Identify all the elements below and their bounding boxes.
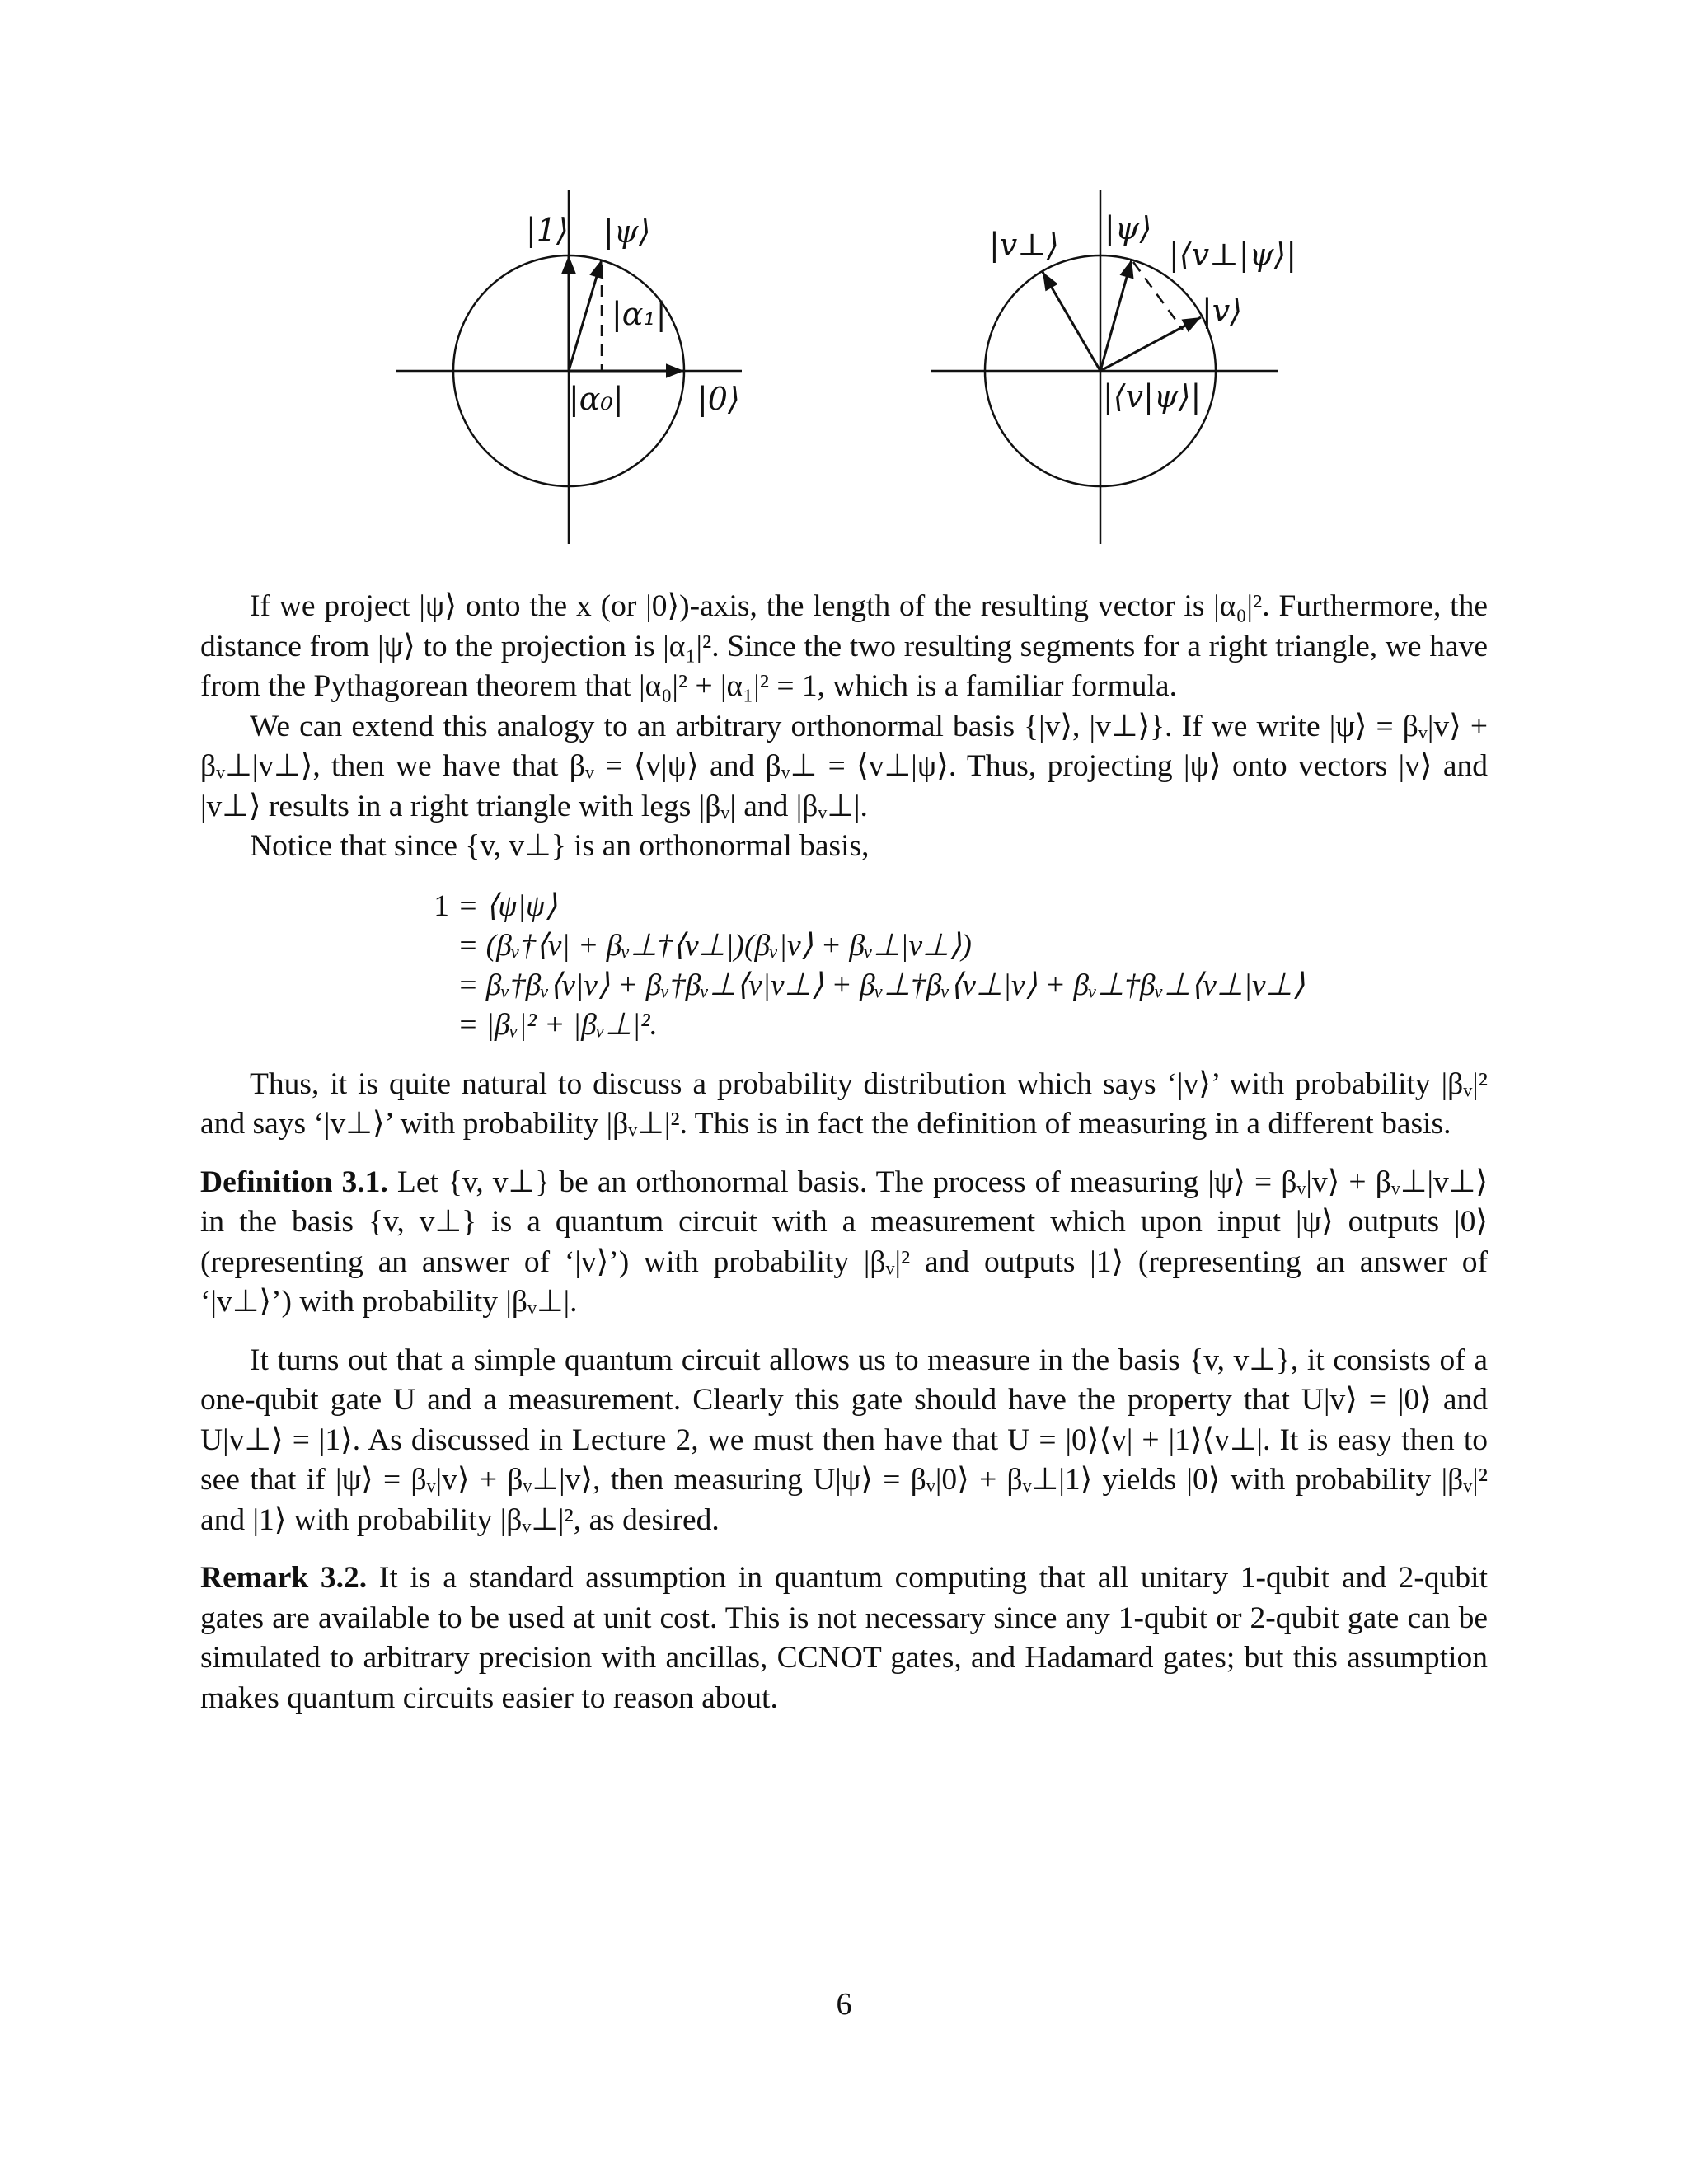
paragraph-probability: Thus, it is quite natural to discuss a probability distribution which says ‘|v⟩’ with probability |βᵥ|² and says ‘|v⊥⟩’ with probability |βᵥ⊥|². This is in fact the definition of measuring in a different basis.: [200, 1066, 1488, 1141]
label-ket0: |0⟩: [697, 381, 740, 417]
remark-3-2: [200, 1558, 1488, 1718]
equation-rhs: = βᵥ†βᵥ⟨v|v⟩ + βᵥ†βᵥ⊥⟨v|v⊥⟩ + βᵥ⊥†βᵥ⟨v⊥|v⟩ + βᵥ⊥†βᵥ⊥⟨v⊥|v⊥⟩: [457, 968, 1305, 1002]
body-text: [200, 587, 1488, 1718]
label-alpha1: |α₁|: [612, 296, 667, 332]
label-v-psi: |⟨v|ψ⟩|: [1103, 378, 1202, 415]
paragraph-arbitrary-basis: We can extend this analogy to an arbitrary orthonormal basis {|v⟩, |v⊥⟩}. If we write |ψ⟩ = βᵥ|v⟩ + βᵥ⊥|v⊥⟩, then we have that βᵥ = ⟨v|ψ⟩ and βᵥ⊥ = ⟨v⊥|ψ⟩. Thus, projecting |ψ⟩ onto vectors |v⟩ and |v⊥⟩ results in a right triangle with legs |βᵥ| and |βᵥ⊥|.: [200, 709, 1488, 823]
paragraph-projection: If we project |ψ⟩ onto the x (or |0⟩)-axis, the length of the resulting vector is |α₀|². Furthermore, the distance from |ψ⟩ to the projection is |α₁|². Since the two resulting segments for a right triangle, we have from the Pythagorean theorem that |α₀|² + |α₁|² = 1, which is a familiar formula.: [200, 589, 1488, 703]
figure-arbitrary-basis: [907, 165, 1302, 569]
normalization-equation: [398, 887, 1488, 1045]
figure-computational-basis: [371, 165, 767, 569]
equation-line: [398, 887, 1488, 926]
vperp-arrow: [1043, 272, 1100, 371]
paragraph-orthonormal-note: Notice that since {v, v⊥} is an orthonormal basis,: [250, 829, 870, 863]
unit-circle-diagram-left: [371, 165, 767, 569]
label-vperp: |v⊥⟩: [989, 227, 1059, 263]
label-ket1: |1⟩: [526, 212, 569, 248]
equation-line: [398, 926, 1488, 966]
definition-label: Definition 3.1.: [200, 1165, 388, 1199]
paragraph-measurement-circuit: It turns out that a simple quantum circuit allows us to measure in the basis {v, v⊥}, it consists of a one-qubit gate U and a measurement. Clearly this gate should have the property that U|v⟩ = |0⟩ and U|v⊥⟩ = |1⟩. As discussed in Lecture 2, we must then have that U = |0⟩⟨v| + |1⟩⟨v⊥|. It is easy then to see that if |ψ⟩ = βᵥ|v⟩ + βᵥ⊥|v⟩, then measuring U|ψ⟩ = βᵥ|0⟩ + βᵥ⊥|1⟩ yields |0⟩ with probability |βᵥ|² and |1⟩ with probability |βᵥ⊥|², as desired.: [200, 1343, 1488, 1537]
label-vperp-psi: |⟨v⊥|ψ⟩|: [1169, 237, 1297, 273]
equation-line: [398, 966, 1488, 1005]
psi-arrow: [1100, 260, 1132, 371]
equation-lhs: 1: [434, 888, 449, 923]
equation-rhs: = ⟨ψ|ψ⟩: [457, 888, 557, 923]
definition-text: Let {v, v⊥} be an orthonormal basis. The process of measuring |ψ⟩ = βᵥ|v⟩ + βᵥ⊥|v⊥⟩ in the basis {v, v⊥} is a quantum circuit with a measurement which upon input |ψ⟩ outputs |0⟩ (representing an answer of ‘|v⟩’) with probability |βᵥ|² and outputs |1⟩ (representing an answer of ‘|v⊥⟩’) with probability |βᵥ⊥|.: [200, 1165, 1489, 1319]
label-psi: |ψ⟩: [603, 213, 651, 250]
equation-rhs: = |βᵥ|² + |βᵥ⊥|².: [457, 1007, 658, 1042]
remark-label: Remark 3.2.: [200, 1561, 368, 1595]
equation-rhs: = (βᵥ†⟨v| + βᵥ⊥†⟨v⊥|)(βᵥ|v⟩ + βᵥ⊥|v⊥⟩): [457, 928, 972, 963]
remark-text: It is a standard assumption in quantum computing that all unitary 1-qubit and 2-qubit gates are available to be used at unit cost. This is not necessary since any 1-qubit or 2-qubit gate can be simulated to arbitrary precision with ancillas, CCNOT gates, and Hadamard gates; but this assumption makes quantum circuits easier to reason about.: [200, 1561, 1489, 1715]
label-v: |v⟩: [1202, 293, 1243, 329]
psi-arrow: [569, 260, 602, 371]
page-number: 6: [836, 1987, 852, 2022]
v-arrow: [1100, 317, 1201, 371]
label-alpha0: |α₀|: [569, 381, 624, 417]
definition-3-1: [200, 1163, 1488, 1323]
label-psi: |ψ⟩: [1104, 210, 1152, 246]
equation-line: [398, 1005, 1488, 1045]
